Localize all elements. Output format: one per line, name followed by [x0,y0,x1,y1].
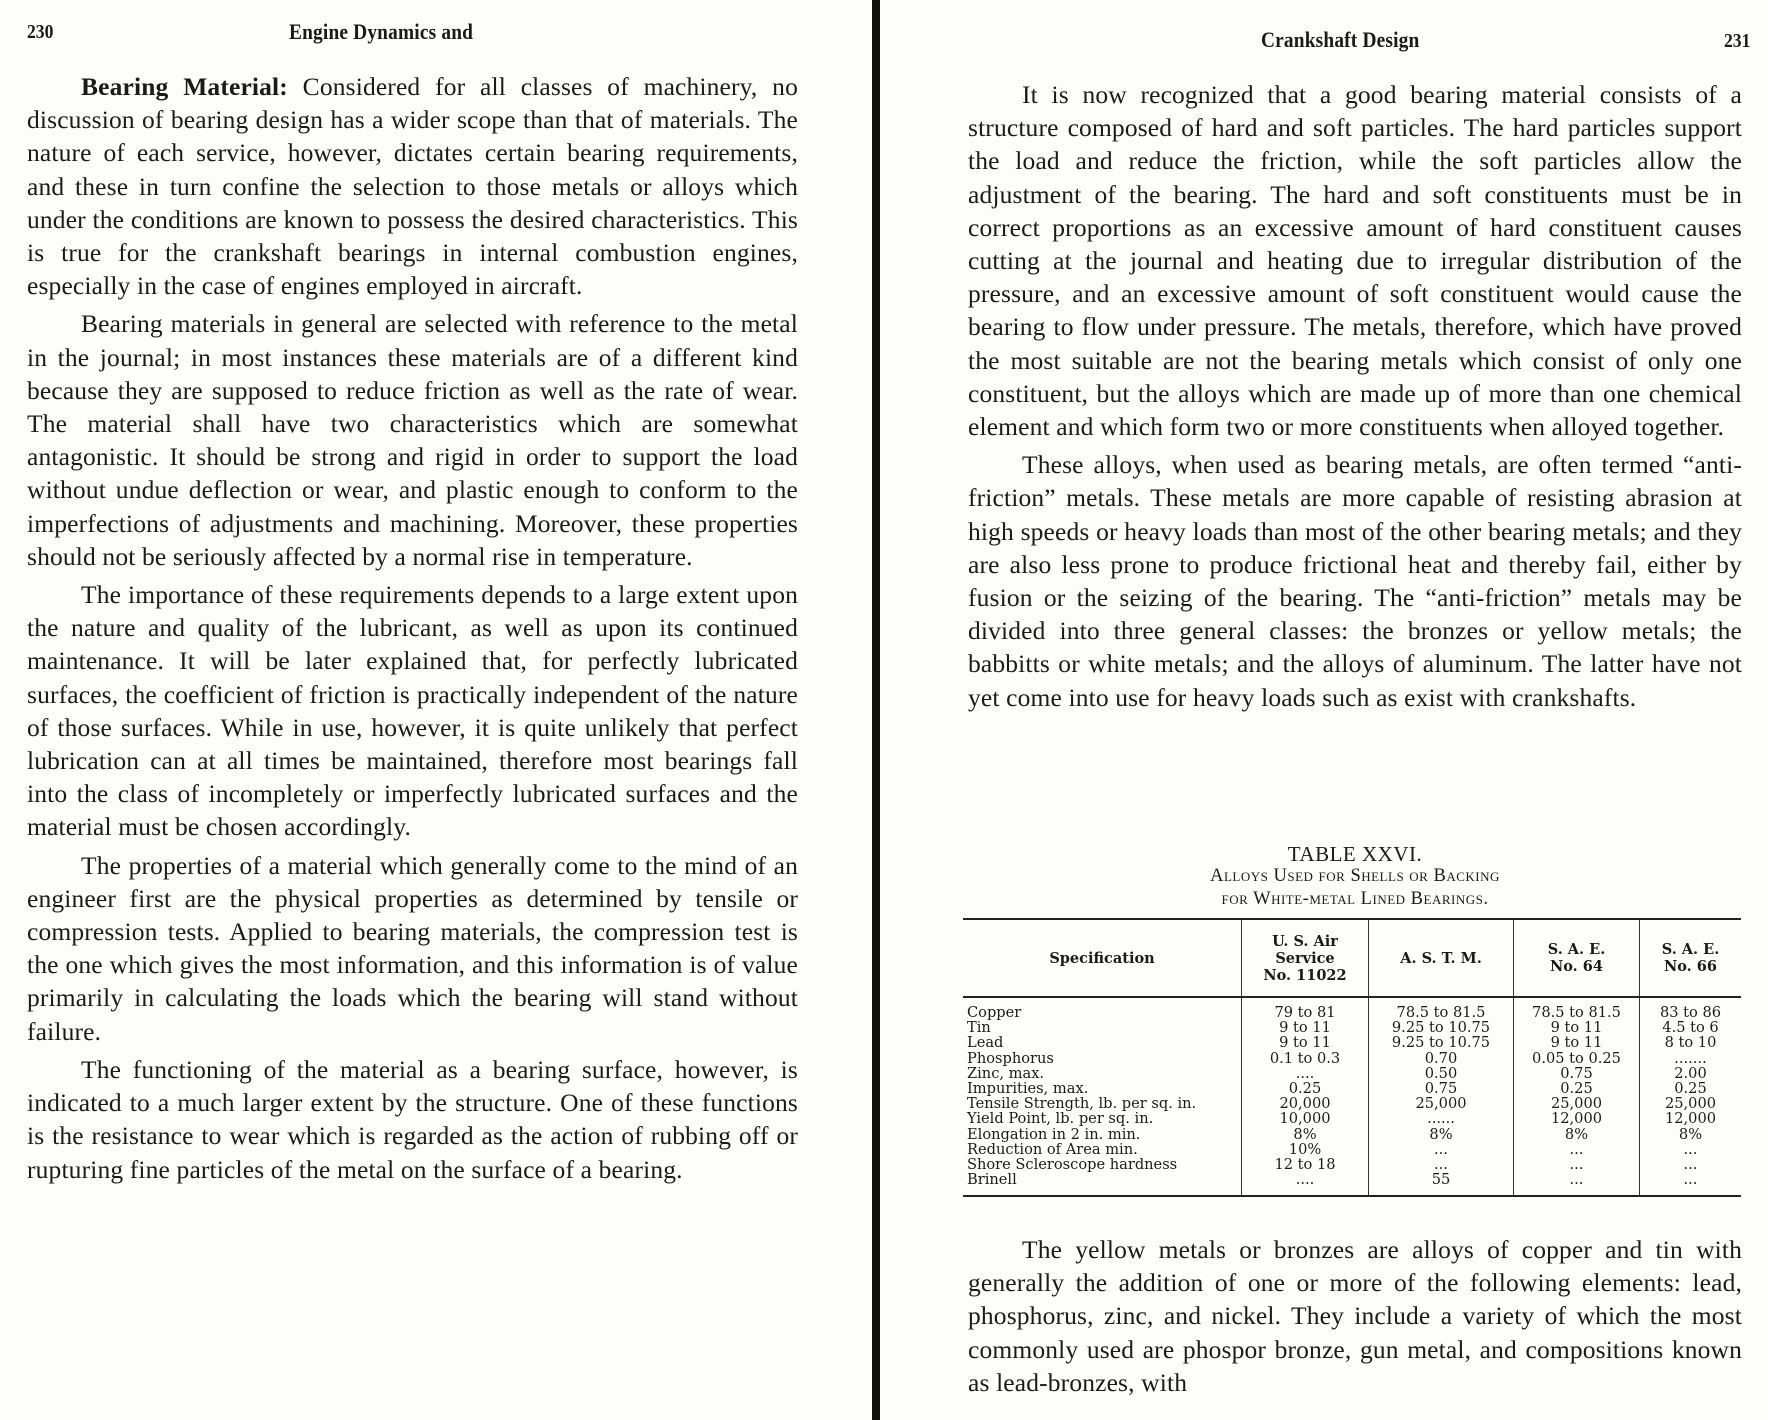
table-cell: 8% [1678,1125,1703,1143]
table-cell: ... [1569,1140,1584,1158]
table-cell: 12 to 18 [1274,1156,1336,1174]
row-label: Brinell [967,1171,1017,1189]
table-cell: 9.25 to 10.75 [1391,1019,1491,1037]
row-label: Phosphorus [967,1049,1054,1067]
table-cell: ... [1683,1156,1698,1174]
running-head: Engine Dynamics and [289,19,474,44]
table-cell: ... [1683,1140,1698,1158]
table-cell: ... [1569,1156,1584,1174]
table-cell: 8% [1293,1125,1317,1143]
paragraph: Bearing materials in general are selected with reference to the metal in the journal; in most instances these materials are of a different kind because they are supposed to reduce friction as well as the rate of wear. The material shall have two characteristics which are somewhat antagonistic. It should be strong and rigid in order to support the load without undue deflection or wear, and plastic enough to conform to the imperfections of adjustments and machining. Moreover, these properties should not be seriously affected by a normal rise in temperature. [27,309,798,571]
right-page [884,0,1768,1420]
paragraph: The functioning of the material as a bearing surface, however, is indicated to a much larger extent by the structure. One of these functions is the resistance to wear which is regarded as the action of rubbing off or rupturing fine particles of the metal on the surface of a bearing. [27,1054,798,1184]
table-cell: 55 [1431,1171,1451,1189]
paragraph: Bearing Material: Considered for all classes of machinery, no discussion of bearing design has a wider scope than that of materials. The nature of each service, however, dictates certain bearing requirements, and these in turn confine the selection to those metals or alloys which under the conditions are known to possess the desired characteristics. This is true for the crankshaft bearings in internal combustion engines, especially in the case of engines employed in aircraft. [27,72,798,301]
table-cell: 4.5 to 6 [1662,1019,1719,1037]
table-cell: 8% [1564,1125,1589,1143]
table-cell: 8% [1429,1125,1453,1143]
table-cell: .... [1295,1171,1315,1189]
table-cell: 0.70 [1424,1049,1458,1067]
row-label: Zinc, max. [967,1064,1045,1082]
table-caption: for White-metal Lined Bearings. [1221,889,1489,909]
running-head: Crankshaft Design [1261,27,1420,52]
row-label: Tin [967,1019,991,1037]
column-header-astm: A. S. T. M. [1369,920,1514,997]
table-cell: 0.1 to 0.3 [1269,1049,1341,1067]
column-header-sae-64: S. A. E. No. 64 [1514,920,1640,997]
table-cell: ... [1683,1171,1698,1189]
table-body [963,997,1741,1195]
table-cell: 8 to 10 [1664,1034,1717,1052]
astm-column [1369,997,1514,1195]
table-cell: 25,000 [1415,1095,1467,1113]
table-header-row [963,920,1741,997]
table-title: TABLE XXVI. [1287,842,1423,866]
table-cell: 9 to 11 [1550,1019,1603,1037]
us-air-column [1242,997,1369,1195]
body-text [968,1233,1742,1404]
table-cell: 9 to 11 [1279,1019,1331,1037]
row-label: Shore Scleroscope hardness [967,1156,1178,1174]
specification-column [963,997,1242,1195]
table-cell: ....... [1674,1049,1707,1067]
table-cell: 2.00 [1674,1064,1707,1082]
column-header-specification: Specification [963,920,1242,997]
row-label: Impurities, max. [967,1080,1089,1098]
sae-64-column [1514,997,1640,1195]
table-cell: ...... [1427,1110,1455,1128]
table-cell: 0.25 [1560,1080,1593,1098]
table-cell: 12,000 [1550,1110,1603,1128]
table-cell: 0.75 [1560,1064,1593,1082]
row-label: Lead [967,1034,1004,1052]
paragraph: The properties of a material which generally come to the mind of an engineer first are the physical properties as determined by tensile or compression tests. Applied to bearing materials, the compression test is the one which gives the most information, and this information is of value primarily in calculating the loads which the bearing will stand without failure. [27,850,798,1046]
table-cell: 9 to 11 [1279,1034,1331,1052]
alloys-table [963,918,1741,1197]
paragraph: These alloys, when used as bearing metals, are often termed “anti-friction” metals. These metals are more capable of resisting abrasion at high speeds or heavy loads than most of the other bearing metals; and they are also less prone to produce frictional heat and thereby fail, either by fusion or the seizing of the bearing. The “anti-friction” metals may be divided into three general classes: the bronzes or yellow metals; the babbitts or white metals; and the alloys of aluminum. The latter have not yet come into use for heavy loads such as exist with crankshafts. [968,450,1742,712]
table-cell: 9.25 to 10.75 [1391,1034,1491,1052]
table-cell: 12,000 [1664,1110,1717,1128]
table-cell: 25,000 [1664,1095,1717,1113]
table-cell: 9 to 11 [1550,1034,1603,1052]
page-number: 231 [1724,30,1751,52]
column-header-us-air-service: U. S. Air Service No. 11022 [1242,920,1369,997]
table-cell: .... [1295,1064,1315,1082]
table-cell: 10,000 [1279,1110,1331,1128]
row-label: Elongation in 2 in. min. [967,1125,1141,1143]
table-cell: ... [1434,1156,1448,1174]
table-cell: ... [1434,1140,1448,1158]
table-cell: ... [1569,1171,1584,1189]
table-cell: 78.5 to 81.5 [1532,1004,1621,1021]
sae-66-column [1640,997,1742,1195]
body-text [27,70,798,1191]
table-cell: 25,000 [1550,1095,1603,1113]
column-header-sae-66: S. A. E. No. 66 [1640,920,1742,997]
body-text [968,78,1742,719]
paragraph: The importance of these requirements depends to a large extent upon the nature and quality of the lubricant, as well as upon its continued maintenance. It will be later explained that, for perfectly lubricated surfaces, the coefficient of friction is practically independent of the nature of those surfaces. While in use, however, it is quite unlikely that perfect lubrication can at all times be maintained, therefore most bearings fall into the class of incompletely or imperfectly lubricated surfaces and the material must be chosen accordingly. [27,580,798,842]
left-page [0,0,870,1420]
book-gutter-divider [872,0,880,1420]
page-number: 230 [27,21,54,43]
table-cell: 0.50 [1424,1064,1458,1082]
paragraph: It is now recognized that a good bearing material consists of a structure composed of hard and soft particles. The hard particles support the load and reduce the friction, while the soft particles allow the adjustment of the bearing. The hard and soft constituents must be in correct proportions as an excessive amount of hard constituent causes cutting at the journal and heating due to irregular distribution of the pressure, and an excessive amount of soft constituent would cause the bearing to flow under pressure. The metals, therefore, which have proved the most suitable are not the bearing metals which consist of only one constituent, but the alloys which are made up of more than one chemical element and which form two or more constituents when alloyed together. [968,80,1742,442]
row-label: Reduction of Area min. [967,1140,1138,1158]
table-cell: 0.05 to 0.25 [1532,1049,1621,1067]
table-cell: 0.25 [1674,1080,1707,1098]
row-label: Yield Point, lb. per sq. in. [967,1110,1154,1128]
table-cell: 0.75 [1424,1080,1458,1098]
table-cell: 78.5 to 81.5 [1396,1004,1486,1021]
row-label: Tensile Strength, lb. per sq. in. [967,1095,1197,1113]
paragraph: The yellow metals or bronzes are alloys of copper and tin with generally the addition of one or more of the following elements: lead, phosphorus, zinc, and nickel. They include a variety of which the most commonly used are phospor bronze, gun metal, and compositions known as lead-bronzes, with [968,1235,1742,1397]
table-cell: 79 to 81 [1274,1004,1336,1021]
table-cell: 0.25 [1288,1080,1322,1098]
table-cell: 10% [1288,1140,1322,1158]
table-cell: 83 to 86 [1659,1004,1722,1021]
section-heading: Bearing Material: [81,72,288,101]
table-caption: Alloys Used for Shells or Backing [1210,866,1500,886]
table-cell: 20,000 [1279,1095,1331,1113]
row-label: Copper [967,1004,1022,1021]
